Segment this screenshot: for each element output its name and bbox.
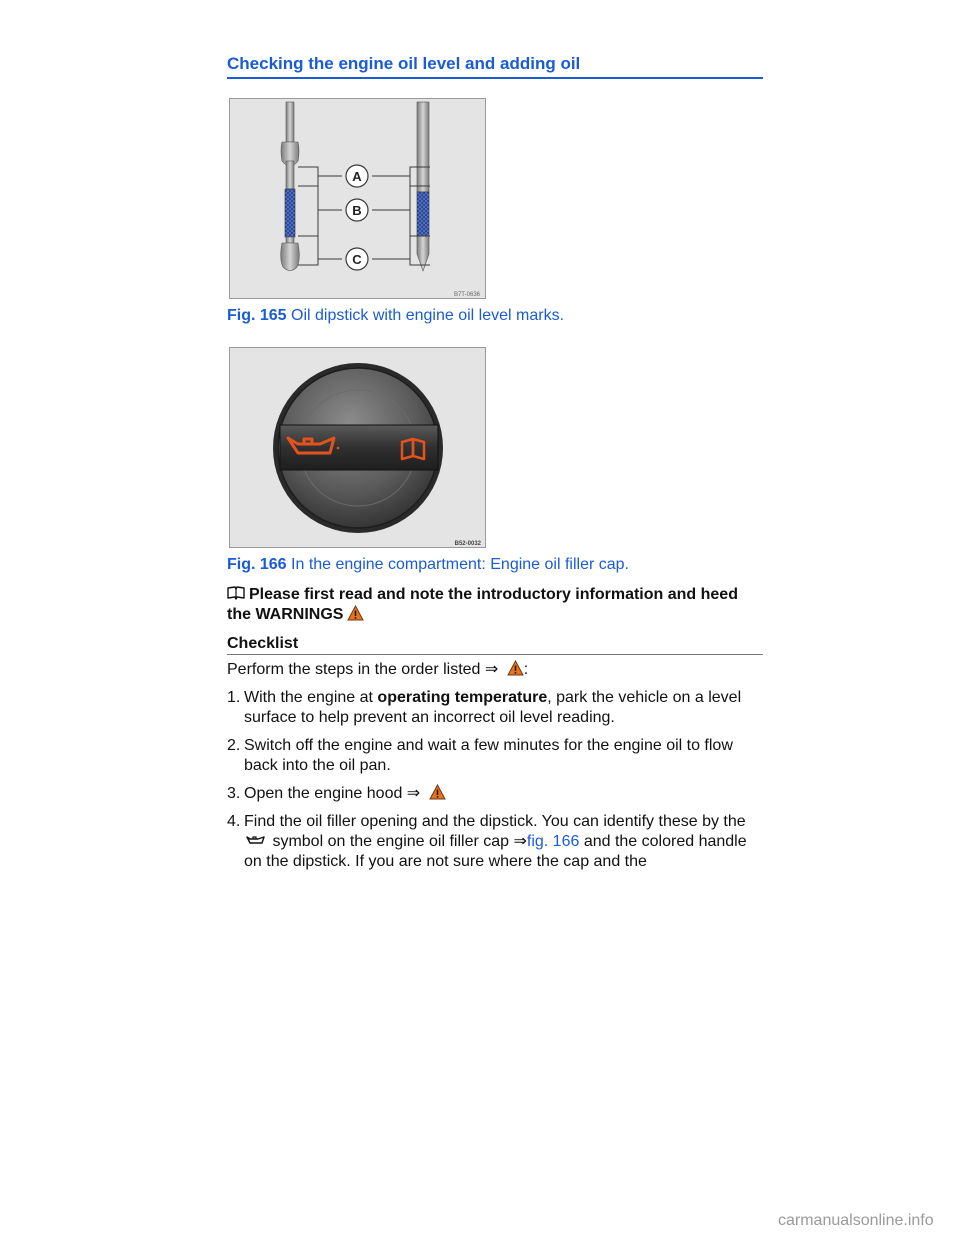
figure-link[interactable]: fig. 166	[526, 833, 580, 850]
warning-icon	[347, 605, 364, 621]
step-text: Open the engine hood ⇒	[244, 785, 421, 802]
figure-code: B7T-0636	[453, 292, 480, 298]
figure-caption-166	[227, 556, 629, 574]
left-dipstick	[281, 102, 300, 271]
step-text: symbol on the engine oil filler cap ⇒	[272, 833, 527, 850]
list-item	[227, 784, 767, 804]
step-number: 2.	[227, 737, 241, 754]
step-text: and the colored handle on the dipstick. If you are not sure where the cap and the	[244, 833, 747, 870]
figure-caption-text: In the engine compartment: Engine oil filler cap.	[291, 556, 629, 573]
svg-text:C: C	[352, 252, 362, 267]
figure-code: B52-0032	[454, 541, 481, 547]
figure-caption-165	[227, 307, 564, 325]
warning-icon[interactable]	[429, 784, 446, 800]
manual-book-icon	[227, 586, 245, 600]
section-title: Checking the engine oil level and adding oil	[227, 54, 763, 79]
figure-number: Fig. 166	[227, 556, 287, 573]
oil-filler-cap-figure	[229, 347, 486, 548]
warning-icon[interactable]	[507, 660, 524, 676]
list-item	[227, 812, 767, 872]
step-text: , park the vehicle on a level surface to help prevent an incorrect oil level reading.	[244, 689, 742, 726]
list-item	[227, 736, 767, 776]
watermark: carmanualsonline.info	[778, 1212, 934, 1229]
step-number: 3.	[227, 785, 241, 802]
figure-number: Fig. 165	[227, 307, 287, 324]
dipstick-figure	[229, 98, 486, 299]
intro-text: Perform the steps in the order listed ⇒	[227, 661, 499, 678]
step-number: 1.	[227, 689, 241, 706]
intro-end: :	[523, 661, 529, 678]
mark-label-c	[346, 248, 368, 270]
checklist-intro	[227, 660, 767, 680]
read-first-note	[227, 585, 763, 625]
step-text: With the engine at	[244, 689, 378, 706]
mark-label-b	[346, 199, 368, 221]
note-text: Please first read and note the introductory information and heed the WARNINGS	[227, 586, 738, 623]
list-item	[227, 688, 767, 728]
step-text: Find the oil filler opening and the dipstick. You can identify these by the	[244, 813, 746, 830]
oil-can-icon	[246, 835, 266, 845]
step-bold-text: operating temperature	[377, 689, 548, 706]
figure-caption-text: Oil dipstick with engine oil level marks.	[291, 307, 565, 324]
step-number: 4.	[227, 813, 241, 830]
step-text: Switch off the engine and wait a few minutes for the engine oil to flow back into the oil pan.	[244, 737, 733, 774]
checklist-heading: Checklist	[227, 635, 763, 655]
checklist-steps	[227, 688, 767, 880]
svg-text:B: B	[352, 203, 362, 218]
mark-label-a	[346, 165, 368, 187]
svg-text:A: A	[352, 169, 362, 184]
